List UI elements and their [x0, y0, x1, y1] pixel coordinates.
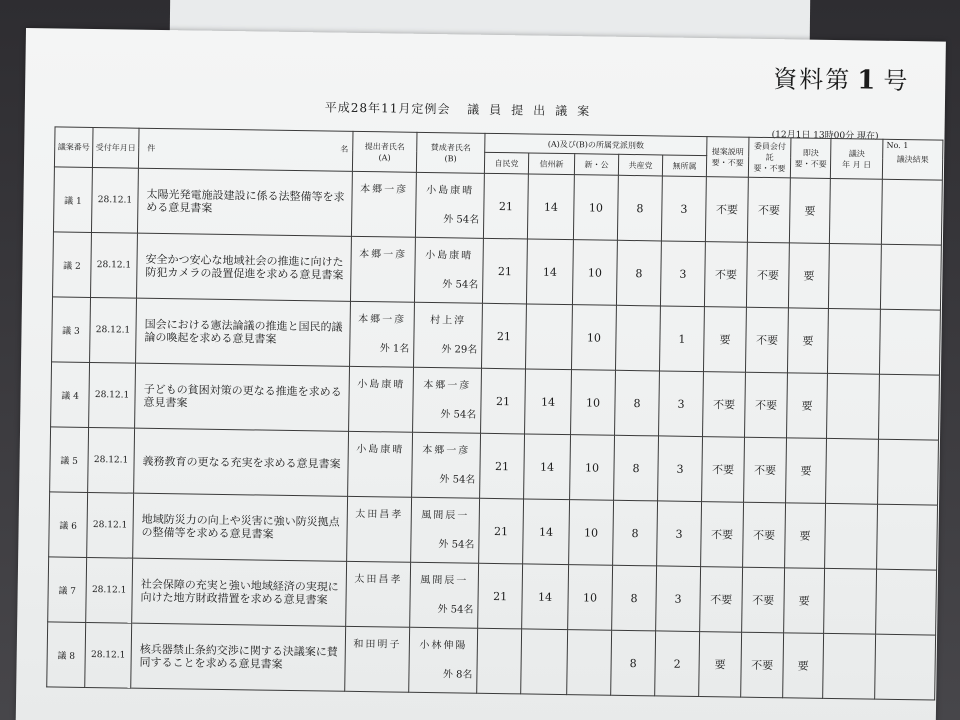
committee-required: 不要: [742, 567, 785, 633]
party-count-shinshu: 14: [525, 369, 572, 435]
immediate-decision: 要: [784, 568, 825, 634]
party-count-jcp: 8: [617, 175, 662, 241]
party-count-shinko: [567, 630, 612, 696]
document-number: [773, 59, 910, 96]
bill-proposer: [351, 171, 416, 237]
header-proposer: [352, 131, 417, 172]
status-timestamp: (12月1日 13時00分 現在): [771, 130, 879, 142]
decision-date: [823, 633, 876, 699]
supporter-others: 外 8名: [442, 669, 473, 681]
header-decision-date: [830, 138, 883, 179]
party-count-independent: 3: [661, 176, 706, 242]
decision-result: [876, 569, 937, 635]
decision-result: [881, 179, 942, 245]
bill-proposer: [350, 236, 415, 302]
header-subject-suffix: 名: [340, 144, 349, 154]
immediate-decision: 要: [788, 308, 829, 374]
header-immediate: [790, 138, 831, 179]
decision-date: [829, 178, 882, 244]
bill-supporter: [414, 302, 483, 368]
supporter-name: 小林伸陽: [419, 639, 468, 652]
bill-date: 28.12.1: [87, 492, 134, 558]
proposer-others: 外 1名: [379, 343, 410, 355]
bill-supporter: [412, 432, 481, 498]
party-count-ldp: 21: [480, 433, 525, 499]
bill-id: 議 2: [53, 232, 92, 298]
header-supporter-mark: (B): [444, 153, 457, 163]
supporter-name: 風間辰一: [420, 574, 469, 587]
bill-supporter: [414, 237, 483, 303]
party-count-independent: 1: [659, 306, 704, 372]
bills-table: [46, 126, 943, 700]
party-count-shinshu: 14: [527, 174, 574, 240]
decision-date: [826, 438, 879, 504]
proposer-name: 小島康晴: [357, 378, 406, 391]
proposer-others: [350, 534, 409, 535]
bill-date: 28.12.1: [89, 362, 136, 428]
decision-date: [827, 373, 880, 439]
session-name: 平成28年11月定例会: [324, 100, 451, 117]
decision-result: [880, 244, 941, 310]
party-count-ldp: 21: [481, 368, 526, 434]
supporter-others: 外 54名: [443, 214, 480, 226]
party-count-jcp: 8: [615, 370, 660, 436]
header-received-date: 受付年月日: [92, 128, 139, 169]
table-row: [47, 622, 936, 700]
decision-date: [828, 243, 881, 309]
immediate-decision: 要: [783, 633, 824, 699]
supporter-name: 小島康晴: [425, 249, 474, 262]
bill-subject: 安全かつ安心な地域社会の推進に向けた防犯カメラの設置促進を求める意見書案: [137, 233, 352, 301]
header-explanation: [706, 137, 749, 178]
proposer-others: [350, 469, 409, 470]
bill-date: 28.12.1: [91, 232, 138, 298]
header-subject-label: 件: [147, 143, 156, 153]
proposer-others: [348, 664, 407, 665]
committee-required: 不要: [741, 632, 784, 698]
explanation-required: 不要: [702, 437, 745, 503]
header-explanation-label: 提案説明: [711, 146, 744, 157]
proposer-name: 和田明子: [353, 638, 402, 651]
header-result: 議決結果: [882, 139, 943, 180]
party-count-shinko: 10: [568, 565, 613, 631]
party-count-shinko: 10: [571, 370, 616, 436]
bill-proposer: [348, 431, 413, 497]
header-committee-label: 委員会付託: [753, 141, 786, 163]
immediate-decision: 要: [789, 178, 830, 244]
supporter-name: 風間辰一: [421, 509, 470, 522]
party-count-independent: 3: [656, 566, 701, 632]
proposer-name: 本郷一彦: [359, 248, 408, 261]
bill-id: 議 3: [52, 297, 91, 363]
proposer-others: [351, 404, 410, 405]
bill-subject: 地域防災力の向上や災害に強い防災拠点の整備等を求める意見書案: [133, 493, 348, 561]
party-count-independent: 3: [658, 436, 703, 502]
decision-result: [880, 309, 941, 375]
party-count-shinko: 10: [572, 240, 617, 306]
explanation-required: 要: [704, 307, 747, 373]
bill-id: 議 7: [48, 557, 87, 623]
document-number-suffix: 号: [883, 66, 910, 96]
immediate-decision: 要: [787, 373, 828, 439]
bill-supporter: [413, 367, 482, 433]
bill-date: 28.12.1: [90, 297, 137, 363]
party-count-ldp: 21: [478, 563, 523, 629]
party-count-ldp: [477, 628, 522, 694]
proposer-others: [353, 274, 412, 275]
bill-date: 28.12.1: [88, 427, 135, 493]
party-count-jcp: [615, 305, 660, 371]
supporter-name: 村上淳: [430, 315, 467, 327]
committee-required: 不要: [743, 502, 786, 568]
bill-date: 28.12.1: [85, 622, 132, 688]
explanation-required: 不要: [700, 567, 743, 633]
header-party-shinshu: 信州新: [528, 153, 574, 175]
immediate-decision: 要: [785, 503, 826, 569]
party-count-jcp: 8: [613, 500, 658, 566]
proposer-name: 太田昌孝: [354, 573, 403, 586]
party-count-independent: 3: [657, 501, 702, 567]
header-supporter: [416, 132, 485, 173]
header-party-ldp: 自民党: [484, 152, 528, 174]
explanation-required: 不要: [704, 242, 747, 308]
bill-id: 議 4: [51, 362, 90, 428]
page-number: No. 1: [886, 140, 909, 151]
bill-subject: 義務教育の更なる充実を求める意見書案: [134, 428, 349, 496]
party-count-jcp: 8: [616, 240, 661, 306]
proposer-name: 本郷一彦: [358, 313, 407, 326]
document-number-prefix: 資料第: [773, 65, 852, 95]
committee-required: 不要: [744, 437, 787, 503]
decision-result: [878, 439, 939, 505]
immediate-decision: 要: [788, 243, 829, 309]
header-party-jcp: 共産党: [618, 154, 662, 176]
bill-subject: 核兵器禁止条約交渉に関する決議案に賛同することを求める意見書案: [131, 623, 346, 691]
party-count-shinko: 10: [573, 175, 618, 241]
decision-date: [828, 308, 881, 374]
immediate-decision: 要: [786, 438, 827, 504]
decision-result: [877, 504, 938, 570]
explanation-required: 不要: [703, 372, 746, 438]
party-count-ldp: 21: [482, 303, 527, 369]
party-count-ldp: 21: [479, 498, 524, 564]
bill-proposer: [345, 626, 410, 692]
header-party-group: (A)及び(B)の所属党派別数: [485, 133, 707, 155]
bill-id: 議 6: [49, 492, 88, 558]
bill-subject: 太陽光発電施設建設に係る法整備等を求める意見書案: [137, 168, 352, 236]
document-sheet: [16, 28, 946, 720]
supporter-name: 小島康晴: [426, 184, 475, 197]
header-immediate-sub: 要・不要: [794, 158, 827, 169]
decision-date: [824, 568, 877, 634]
committee-required: 不要: [747, 177, 790, 243]
party-count-jcp: 8: [614, 435, 659, 501]
bill-id: 議 1: [53, 167, 92, 233]
bill-subject: 社会保障の充実と強い地域経済の実現に向けた地方財政措置を求める意見書案: [132, 558, 347, 626]
document-number-value: 1: [856, 65, 878, 96]
party-count-shinshu: 14: [524, 434, 571, 500]
committee-required: 不要: [746, 242, 789, 308]
header-proposer-label: 提出者氏名: [364, 141, 405, 152]
supporter-others: 外 54名: [442, 279, 479, 291]
bills-table-body: [47, 167, 943, 700]
bill-proposer: [347, 496, 412, 562]
bill-proposer: [349, 366, 414, 432]
document-main-title: 議員提出議案: [467, 102, 600, 119]
bill-id: 議 8: [47, 622, 86, 688]
party-count-shinko: 10: [571, 305, 616, 371]
party-count-shinshu: 14: [526, 239, 573, 305]
proposer-others: [349, 599, 408, 600]
supporter-others: 外 54名: [439, 474, 476, 486]
party-count-shinshu: 14: [523, 499, 570, 565]
party-count-jcp: 8: [612, 565, 657, 631]
bill-date: 28.12.1: [86, 557, 133, 623]
decision-result: [875, 634, 936, 700]
bill-supporter: [410, 562, 479, 628]
supporter-name: 本郷一彦: [422, 444, 471, 457]
header-explanation-sub: 要・不要: [711, 157, 744, 168]
proposer-others: [354, 209, 413, 210]
decision-date: [825, 503, 878, 569]
header-subject: [138, 128, 353, 171]
header-supporter-label: 賛成者氏名: [430, 142, 471, 153]
supporter-others: 外 54名: [438, 539, 475, 551]
party-count-independent: 2: [655, 631, 700, 697]
header-decision-date-sub: 年 月 日: [842, 159, 872, 170]
explanation-required: 不要: [705, 177, 748, 243]
header-bill-no: 議案番号: [54, 127, 93, 168]
header-party-shinko: 新・公: [574, 154, 618, 176]
committee-required: 不要: [745, 372, 788, 438]
supporter-others: 外 54名: [437, 604, 474, 616]
party-count-shinko: 10: [570, 435, 615, 501]
bill-supporter: [415, 172, 484, 238]
header-committee-sub: 要・不要: [753, 163, 786, 174]
party-count-ldp: 21: [483, 173, 528, 239]
document-title: [325, 98, 600, 119]
proposer-name: 太田昌孝: [355, 508, 404, 521]
supporter-others: 外 54名: [440, 409, 477, 421]
bill-id: 議 5: [50, 427, 89, 493]
header-party-independent: 無所属: [662, 155, 706, 177]
bill-proposer: [350, 301, 415, 367]
party-count-shinko: 10: [569, 500, 614, 566]
party-count-independent: 3: [659, 371, 704, 437]
supporter-others: 外 29名: [441, 344, 478, 356]
party-count-jcp: 8: [611, 630, 656, 696]
party-count-shinshu: 14: [522, 564, 569, 630]
header-committee: [748, 137, 791, 178]
proposer-name: 本郷一彦: [360, 183, 409, 196]
header-proposer-mark: (A): [378, 152, 391, 162]
bill-subject: 子どもの貧困対策の更なる推進を求める意見書案: [135, 363, 350, 431]
party-count-independent: 3: [660, 241, 705, 307]
party-count-shinshu: [521, 629, 568, 695]
bill-subject: 国会における憲法論議の推進と国民的議論の喚起を求める意見書案: [136, 298, 351, 366]
supporter-name: 本郷一彦: [423, 379, 472, 392]
bill-supporter: [411, 497, 480, 563]
header-decision-date-label: 議決: [848, 148, 865, 158]
bill-proposer: [346, 561, 411, 627]
proposer-name: 小島康晴: [356, 443, 405, 456]
party-count-shinshu: [525, 304, 572, 370]
party-count-ldp: 21: [482, 238, 527, 304]
explanation-required: 要: [699, 632, 742, 698]
header-immediate-label: 即決: [802, 148, 819, 158]
bill-supporter: [409, 627, 478, 693]
bill-date: 28.12.1: [91, 168, 138, 234]
committee-required: 不要: [746, 307, 789, 373]
decision-result: [879, 374, 940, 440]
explanation-required: 不要: [701, 502, 744, 568]
